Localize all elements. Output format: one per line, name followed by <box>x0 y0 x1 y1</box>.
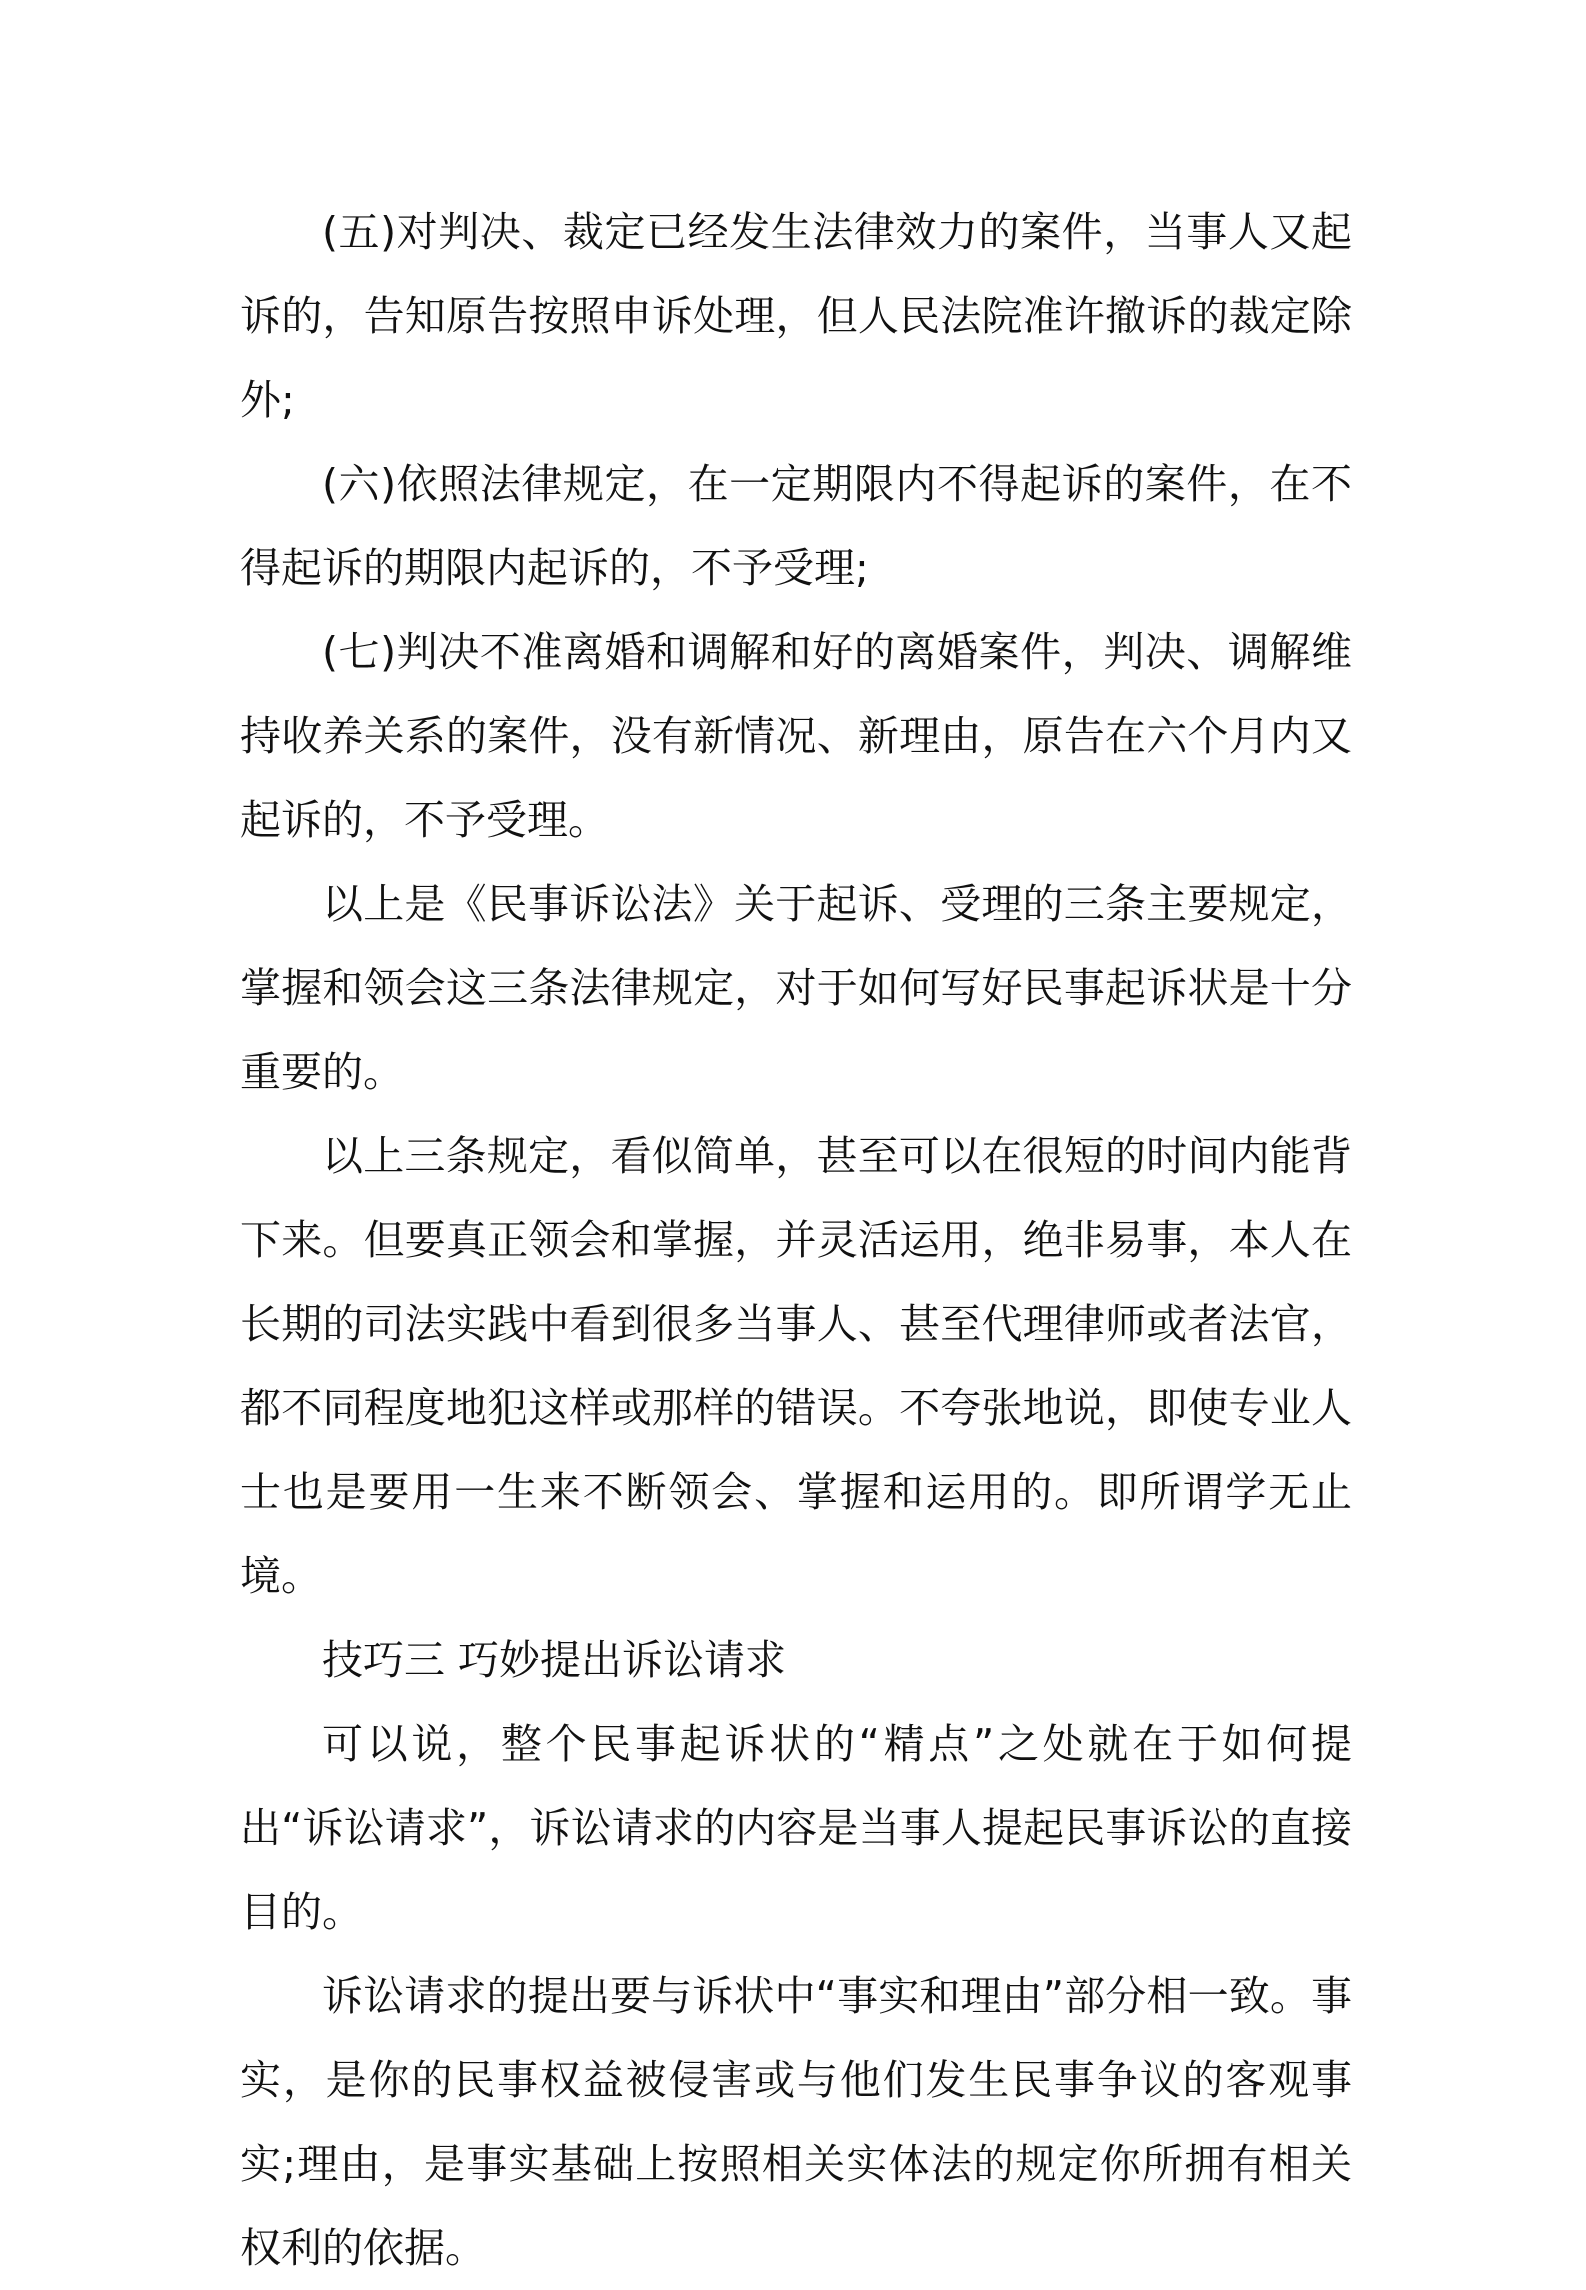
paragraph-commentary: 以上三条规定，看似简单，甚至可以在很短的时间内能背下来。但要真正领会和掌握，并灵活运用，绝非易事，本人在长期的司法实践中看到很多当事人、甚至代理律师或者法官，都不同程度地犯这样或那样的错误。不夸张地说，即使专业人士也是要用一生来不断领会、掌握和运用的。即所谓学无止境。 <box>240 1132 1352 1600</box>
paragraph-claims-consistency: 诉讼请求的提出要与诉状中“事实和理由”部分相一致。事实，是你的民事权益被侵害或与他们发生民事争议的客观事实;理由，是事实基础上按照相关实体法的规定你所拥有相关权利的依据。 <box>240 1972 1352 2272</box>
document-body <box>240 190 1352 2290</box>
paragraph-clause-5: (五)对判决、裁定已经发生法律效力的案件，当事人又起诉的，告知原告按照申诉处理，但人民法院准许撤诉的裁定除外; <box>240 208 1352 424</box>
paragraph-summary: 以上是《民事诉讼法》关于起诉、受理的三条主要规定，掌握和领会这三条法律规定，对于如何写好民事起诉状是十分重要的。 <box>240 880 1352 1096</box>
paragraph-claims-intro: 可以说，整个民事起诉状的“精点”之处就在于如何提出“诉讼请求”，诉讼请求的内容是当事人提起民事诉讼的直接目的。 <box>240 1720 1352 1936</box>
paragraph-clause-6: (六)依照法律规定，在一定期限内不得起诉的案件，在不得起诉的期限内起诉的，不予受理; <box>240 460 1352 592</box>
paragraph-clause-7: (七)判决不准离婚和调解和好的离婚案件，判决、调解维持收养关系的案件，没有新情况、新理由，原告在六个月内又起诉的，不予受理。 <box>240 628 1352 844</box>
section-heading: 技巧三 巧妙提出诉讼请求 <box>322 1636 787 1684</box>
